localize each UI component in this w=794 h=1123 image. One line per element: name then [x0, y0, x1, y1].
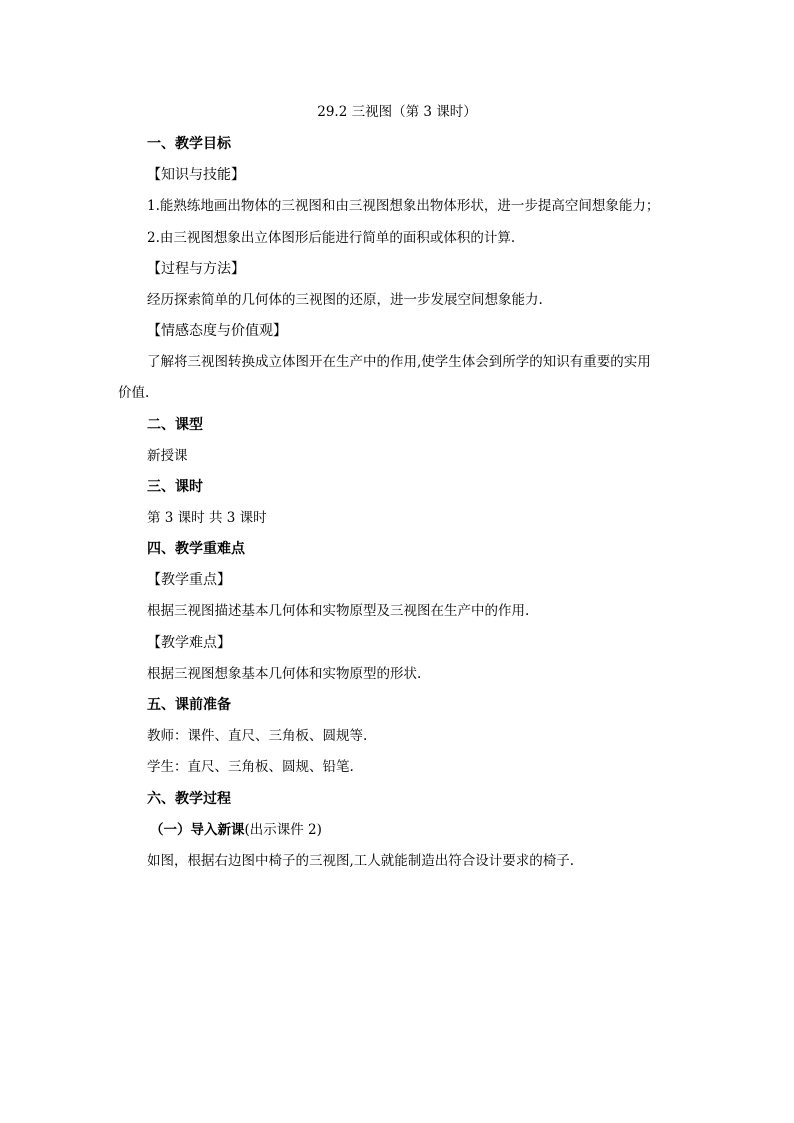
- section-heading-preparation: 五、课前准备: [147, 697, 231, 713]
- intro-label: （一）导入新课: [150, 822, 245, 838]
- preparation-student: 学生：直尺、三角板、圆规、铅笔.: [147, 759, 354, 775]
- preparation-teacher: 教师：课件、直尺、三角板、圆规等.: [147, 728, 368, 744]
- subheading-knowledge: 【知识与技能】: [147, 167, 245, 183]
- intro-note: (出示课件 2): [244, 822, 322, 838]
- subheading-difficulty: 【教学难点】: [147, 635, 231, 651]
- section-heading-process: 六、教学过程: [147, 791, 231, 807]
- knowledge-item-1: 1.能熟练地画出物体的三视图和由三视图想象出物体形状，进一步提高空间想象能力；: [147, 198, 660, 214]
- key-text: 根据三视图描述基本几何体和实物原型及三视图在生产中的作用.: [147, 603, 530, 619]
- knowledge-item-2: 2.由三视图想象出立体图形后能进行简单的面积或体积的计算.: [147, 230, 516, 246]
- periods-text: 第 3 课时 共 3 课时: [147, 510, 267, 526]
- subheading-emotion: 【情感态度与价值观】: [147, 323, 287, 339]
- process-text: 经历探索简单的几何体的三视图的还原，进一步发展空间想象能力.: [147, 292, 543, 308]
- subheading-process: 【过程与方法】: [147, 261, 245, 277]
- section-heading-objectives: 一、教学目标: [147, 136, 231, 152]
- section-heading-periods: 三、课时: [147, 479, 203, 495]
- page-title: 29.2 三视图（第 3 课时）: [317, 104, 477, 120]
- difficulty-text: 根据三视图想象基本几何体和实物原型的形状.: [147, 666, 422, 682]
- intro-text: 如图，根据右边图中椅子的三视图,工人就能制造出符合设计要求的椅子.: [147, 853, 575, 869]
- emotion-text-line1: 了解将三视图转换成立体图开在生产中的作用,使学生体会到所学的知识有重要的实用: [147, 354, 651, 370]
- subheading-intro: [150, 821, 322, 839]
- section-heading-lesson-type: 二、课型: [147, 417, 203, 433]
- section-heading-key-points: 四、教学重难点: [147, 541, 245, 557]
- subheading-key: 【教学重点】: [147, 572, 231, 588]
- lesson-type-text: 新授课: [147, 448, 188, 464]
- emotion-text-line2: 价值.: [118, 385, 150, 401]
